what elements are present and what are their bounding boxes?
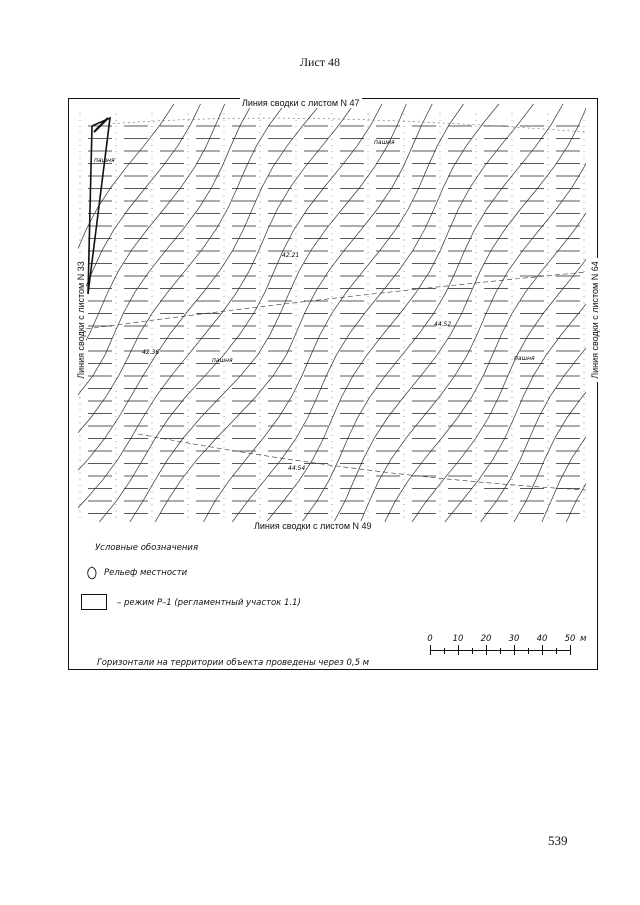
legend-zone-box xyxy=(81,594,107,610)
sheet-title: Лист 48 xyxy=(299,55,341,69)
edge-label-top: Линия сводки с листом N 47 xyxy=(242,98,360,108)
scale-minor-tick xyxy=(472,648,473,654)
scale-minor-tick xyxy=(528,648,529,654)
scale-tick xyxy=(486,645,487,655)
north-arrow-icon xyxy=(88,118,110,294)
edge-label-right: Линия сводки с листом N 64 xyxy=(590,258,600,382)
elevation-mark: 44.54 xyxy=(288,465,306,472)
scale-tick xyxy=(542,645,543,655)
scale-label: 30 xyxy=(508,634,520,644)
scale-minor-tick xyxy=(500,648,501,654)
edge-label-bottom: Линия сводки с листом N 49 xyxy=(254,521,372,531)
contour-note: Горизонтали на территории объекта проведены через 0,5 м xyxy=(97,658,370,668)
page-number: 539 xyxy=(548,833,568,848)
elevation-mark: 44.52 xyxy=(434,321,452,328)
scale-tick xyxy=(430,645,431,655)
land-label: пашня xyxy=(94,157,115,164)
dashed-roads xyxy=(78,118,586,490)
scale-tick xyxy=(514,645,515,655)
scale-unit: м xyxy=(580,634,587,644)
edge-label-left: Линия сводки с листом N 33 xyxy=(76,258,86,382)
scale-minor-tick xyxy=(556,648,557,654)
grid-dots xyxy=(80,114,585,518)
scale-label: 40 xyxy=(536,634,548,644)
scale-tick xyxy=(570,645,571,655)
elevation-mark: 42.36 xyxy=(142,349,160,356)
elevation-mark: 42.21 xyxy=(282,252,300,259)
legend-relief-label: Рельеф местности xyxy=(104,568,188,578)
contour-lines xyxy=(78,104,586,522)
scale-bar xyxy=(420,634,587,666)
scale-minor-tick xyxy=(444,648,445,654)
scale-tick xyxy=(458,645,459,655)
scale-label: 50 xyxy=(564,634,576,644)
scale-label: 20 xyxy=(480,634,492,644)
legend-title: Условные обозначения xyxy=(95,543,199,553)
land-label: пашня xyxy=(514,355,535,362)
land-label: пашня xyxy=(212,357,233,364)
scale-label: 10 xyxy=(452,634,464,644)
topographic-map xyxy=(78,104,586,522)
field-strips xyxy=(88,126,580,514)
land-label: пашня xyxy=(374,139,395,146)
contour-relief-icon xyxy=(86,566,98,580)
legend-zone-label: – режим Р–1 (регламентный участок 1.1) xyxy=(117,598,301,608)
scale-label: 0 xyxy=(427,634,433,644)
